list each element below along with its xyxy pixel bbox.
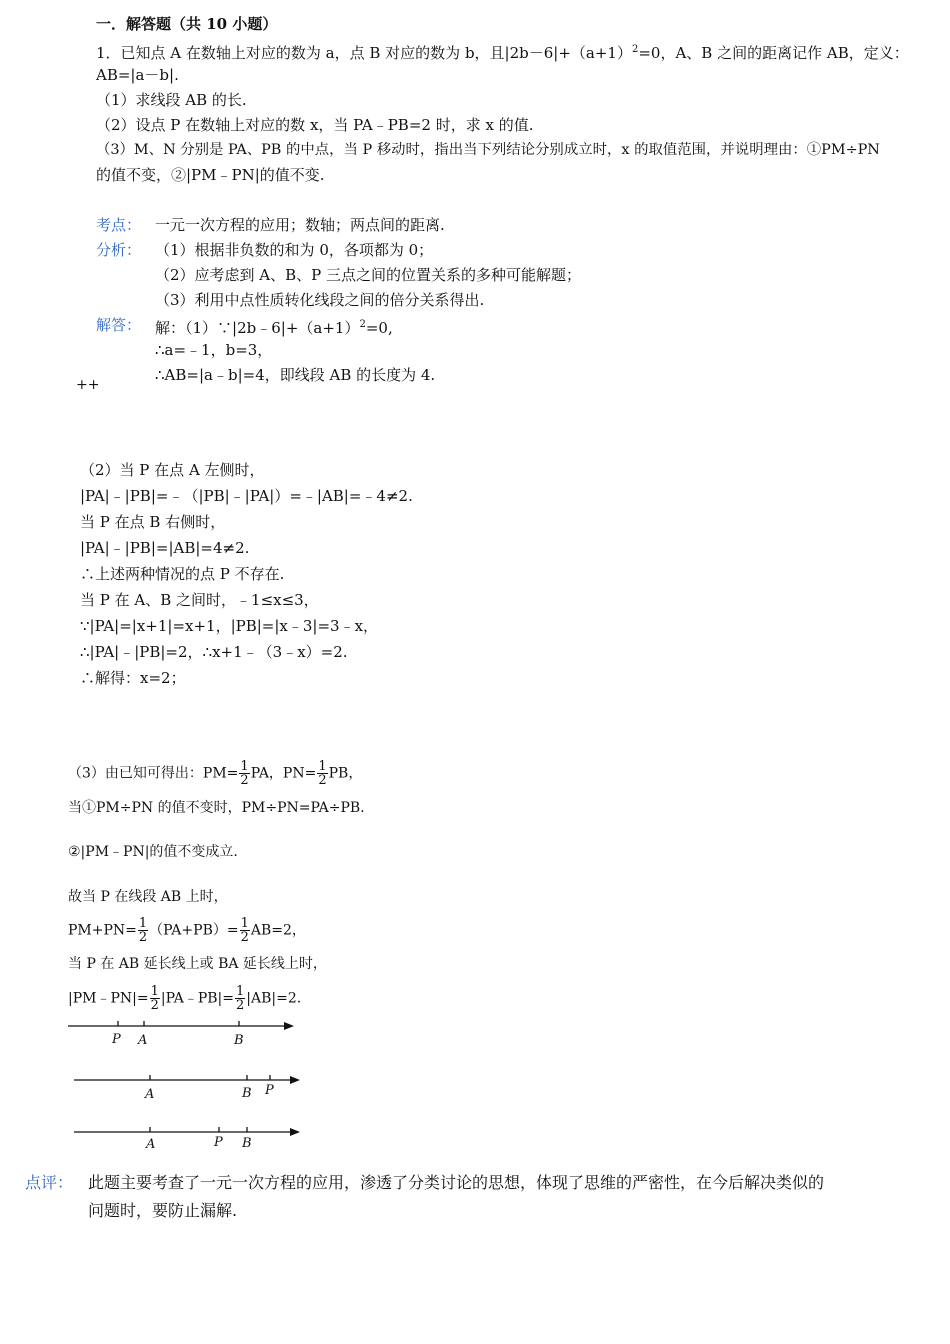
dianping-line-1: 此题主要考查了一元一次方程的应用，渗透了分类讨论的思想，体现了思维的严密性，在今后解决类似的 (88, 1173, 825, 1192)
point-label: A (138, 1033, 148, 1048)
kaodian-text: 一元一次方程的应用；数轴；两点间的距离. (155, 216, 445, 234)
fraction-half (239, 760, 249, 787)
part2-line-3: 当 P 在点 B 右侧时， (80, 513, 226, 531)
plus-mark: ++ (76, 377, 100, 393)
part3-line-1-b: PA，PN= (250, 765, 317, 782)
fraction-numerator: 1 (240, 916, 249, 931)
question-line-1 (96, 40, 909, 63)
point-label: B (242, 1086, 252, 1101)
part3-line-7 (68, 985, 301, 1012)
question-line-1-a: 1．已知点 A 在数轴上对应的数为 a，点 B 对应的数为 b，且|2b－6|+（a+1） (96, 44, 632, 62)
number-line-3 (66, 1122, 316, 1156)
fraction-half (235, 985, 245, 1012)
jieda-line-1-b: =0, (365, 319, 393, 337)
fraction-numerator: 1 (240, 759, 249, 774)
fraction-numerator: 1 (236, 984, 245, 999)
fraction-half (240, 917, 250, 944)
number-line-1 (60, 1016, 310, 1050)
fraction-denominator: 2 (236, 998, 245, 1013)
fraction-numerator: 1 (138, 916, 148, 931)
point-label: A (145, 1087, 155, 1102)
fenxi-label: 分析： (96, 241, 142, 259)
part3-line-1-c: PB， (328, 765, 363, 782)
point-label: A (146, 1137, 156, 1152)
point-label: P (112, 1032, 121, 1047)
question-exponent: 2 (631, 44, 639, 55)
arrow-icon (290, 1076, 300, 1084)
fraction-denominator: 2 (150, 998, 159, 1013)
point-label: B (234, 1033, 244, 1048)
question-part-3-a: （3）M、N 分别是 PA、PB 的中点，当 P 移动时，指出当下列结论分别成立时，x 的取值范围，并说明理由：①PM÷PN (96, 142, 880, 158)
jieda-line-2: ∴a=﹣1，b=3， (155, 341, 273, 359)
jieda-line-1 (155, 315, 393, 338)
fraction-denominator: 2 (138, 930, 148, 945)
part2-line-1: （2）当 P 在点 A 左侧时， (80, 461, 265, 479)
part3-line-6: 当 P 在 AB 延长线上或 BA 延长线上时， (68, 956, 327, 972)
part3-line-1 (68, 760, 362, 787)
part2-line-4: |PA|﹣|PB|=|AB|=4≠2. (80, 539, 250, 557)
fraction-numerator: 1 (150, 984, 159, 999)
fenxi-line-2: （2）应考虑到 A、B、P 三点之间的位置关系的多种可能解题； (155, 266, 582, 284)
part3-line-7-a: |PM﹣PN|= (68, 990, 149, 1007)
fraction-denominator: 2 (240, 773, 249, 788)
fraction-half (317, 760, 327, 787)
question-line-1-b: =0，A、B 之间的距离记作 AB，定义： (638, 44, 909, 62)
jieda-line-3: ∴AB=|a﹣b|=4，即线段 AB 的长度为 4. (155, 366, 436, 384)
dianping-line-2: 问题时，要防止漏解. (88, 1201, 238, 1220)
part3-line-5 (68, 917, 306, 944)
arrow-icon (290, 1128, 300, 1136)
part3-line-1-a: （3）由已知可得出：PM= (68, 765, 239, 782)
part3-line-3: ②|PM﹣PN|的值不变成立. (68, 844, 238, 860)
part2-line-9: ∴解得：x=2； (80, 669, 186, 687)
question-part-1: （1）求线段 AB 的长. (96, 91, 247, 109)
fraction-denominator: 2 (240, 930, 249, 945)
question-line-2: AB=|a－b|. (96, 66, 179, 84)
part3-line-7-b: |PA﹣PB|= (160, 990, 234, 1007)
dianping-label: 点评： (25, 1173, 74, 1192)
part3-line-5-b: （PA+PB）= (149, 922, 239, 939)
point-label: P (214, 1135, 223, 1150)
kaodian-label: 考点： (96, 216, 142, 234)
section-title: 一．解答题（共 10 小题） (96, 15, 278, 33)
jieda-exponent: 2 (359, 319, 366, 330)
fraction-numerator: 1 (318, 759, 327, 774)
fraction-denominator: 2 (318, 773, 327, 788)
question-part-2: （2）设点 P 在数轴上对应的数 x，当 PA﹣PB=2 时，求 x 的值. (96, 116, 534, 134)
fraction-half (138, 917, 148, 944)
jieda-line-1-a: 解：（1）∵|2b﹣6|+（a+1） (155, 319, 360, 337)
part3-line-4: 故当 P 在线段 AB 上时， (68, 889, 228, 905)
part2-line-5: ∴上述两种情况的点 P 不存在. (80, 565, 285, 583)
point-label: B (242, 1136, 252, 1151)
point-label: P (265, 1083, 274, 1098)
part3-line-5-c: AB=2， (250, 922, 306, 939)
arrow-icon (284, 1022, 294, 1030)
part3-line-5-a: PM+PN= (68, 922, 137, 939)
fenxi-line-1: （1）根据非负数的和为 0，各项都为 0； (155, 241, 434, 259)
number-line-2 (66, 1070, 316, 1104)
part2-line-8: ∴|PA|﹣|PB|=2，∴x+1﹣（3﹣x）=2. (80, 643, 348, 661)
question-part-3-b: 的值不变，②|PM﹣PN|的值不变. (96, 166, 325, 184)
part3-line-2: 当①PM÷PN 的值不变时，PM÷PN=PA÷PB. (68, 800, 365, 816)
part2-line-2: |PA|﹣|PB|=﹣（|PB|﹣|PA|）=﹣|AB|=﹣4≠2. (80, 487, 413, 505)
part2-line-6: 当 P 在 A、B 之间时，﹣1≤x≤3， (80, 591, 319, 609)
jieda-label: 解答： (96, 316, 142, 334)
part2-line-7: ∵|PA|=|x+1|=x+1，|PB|=|x﹣3|=3﹣x， (80, 617, 379, 635)
fraction-half (150, 985, 160, 1012)
part3-line-7-c: |AB|=2. (246, 990, 302, 1007)
fenxi-line-3: （3）利用中点性质转化线段之间的倍分关系得出. (155, 291, 485, 309)
